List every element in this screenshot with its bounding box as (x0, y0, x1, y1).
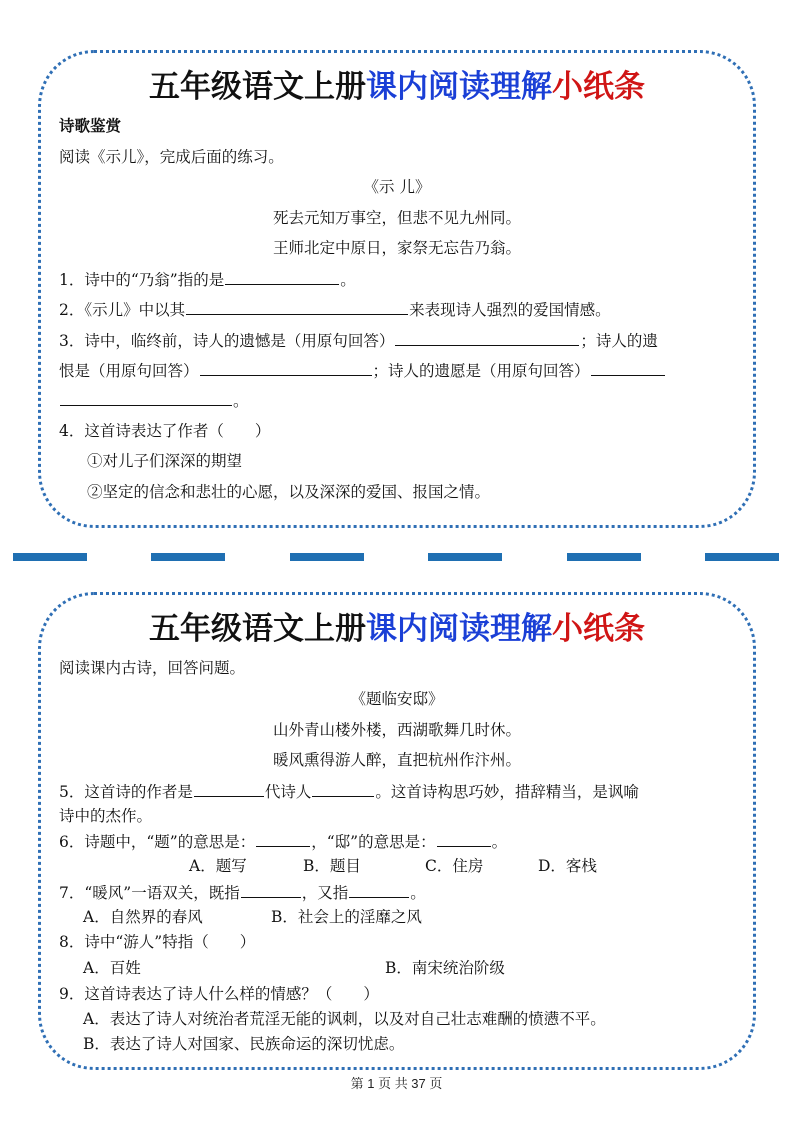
question-9: 9．这首诗表达了诗人什么样的情感？（ ） (59, 985, 379, 1003)
q8-option-a: A．百姓 (83, 959, 141, 977)
question-3-cont: 恨是（用原句回答） ；诗人的遗愿是（用原句回答） (59, 360, 666, 381)
answer-blank[interactable] (194, 781, 264, 797)
question-8: 8．诗中“游人”特指（ ） (59, 933, 256, 951)
question-1: 1．诗中的“乃翁”指的是 。 (59, 271, 356, 289)
poem-title: 《题临安邸》 (350, 690, 444, 708)
title-part2: 课内阅读理解 (366, 611, 552, 647)
title-part1: 五年级语文上册 (149, 69, 366, 105)
answer-blank[interactable] (60, 390, 232, 406)
question-4: 4．这首诗表达了作者（ ） (59, 422, 271, 440)
answer-blank[interactable] (591, 360, 665, 376)
answer-blank[interactable] (225, 269, 339, 285)
card-title (41, 609, 753, 649)
option: ①对儿子们深深的期望 (87, 452, 243, 470)
q6-option-d: D．客栈 (538, 857, 597, 875)
question-5: 5．这首诗的作者是 代诗人 。这首诗构思巧妙，措辞精当，是讽喻 (59, 783, 639, 801)
question-6: 6．诗题中，“题”的意思是： ，“邸”的意思是： 。 (59, 833, 508, 851)
q9-option-a: A．表达了诗人对统治者荒淫无能的讽刺，以及对自己壮志难酬的愤懑不平。 (83, 1010, 606, 1028)
q6-option-b: B．题目 (303, 857, 361, 875)
question-3-end: 。 (59, 390, 249, 411)
answer-blank[interactable] (241, 882, 301, 898)
poem-line: 王师北定中原日，家祭无忘告乃翁。 (272, 239, 521, 257)
divider-dash (428, 553, 502, 561)
answer-blank[interactable] (200, 360, 372, 376)
answer-blank[interactable] (349, 882, 409, 898)
q9-option-b: B．表达了诗人对国家、民族命运的深切忧虑。 (83, 1035, 405, 1053)
answer-blank[interactable] (256, 831, 310, 847)
answer-blank[interactable] (312, 781, 374, 797)
dashed-divider (0, 553, 793, 561)
question-3: 3．诗中，临终前，诗人的遗憾是（用原句回答） ；诗人的遗 (59, 332, 658, 350)
q7-option-a: A．自然界的春风 (83, 908, 203, 926)
option: ②坚定的信念和悲壮的心愿，以及深深的爱国、报国之情。 (87, 483, 491, 501)
instruction: 阅读课内古诗，回答问题。 (59, 659, 246, 677)
section-heading: 诗歌鉴赏 (59, 116, 122, 135)
answer-blank[interactable] (437, 831, 491, 847)
q6-option-c: C．住房 (425, 857, 484, 875)
q8-option-b: B．南宋统治阶级 (385, 959, 505, 977)
question-7: 7．“暖风”一语双关，既指 ，又指 。 (59, 884, 426, 902)
instruction: 阅读《示儿》，完成后面的练习。 (59, 148, 284, 166)
poem-line: 山外青山楼外楼，西湖歌舞几时休。 (272, 721, 521, 739)
page-number: 第 1 页 共 37 页 (350, 1076, 443, 1091)
title-part1: 五年级语文上册 (149, 611, 366, 647)
divider-dash (13, 553, 87, 561)
question-2: 2．《示儿》中以其 来表现诗人强烈的爱国情感。 (59, 301, 611, 319)
q6-option-a: A．题写 (189, 857, 247, 875)
poem-title: 《示 儿》 (363, 178, 431, 196)
divider-dash (151, 553, 225, 561)
card-shi-er (38, 50, 756, 528)
title-part3: 小纸条 (552, 611, 645, 647)
title-part3: 小纸条 (552, 69, 645, 105)
card-title (41, 67, 753, 107)
answer-blank[interactable] (186, 299, 408, 315)
poem-line: 暖风熏得游人醉，直把杭州作汴州。 (272, 751, 521, 769)
title-part2: 课内阅读理解 (366, 69, 552, 105)
divider-dash (290, 553, 364, 561)
answer-blank[interactable] (395, 330, 579, 346)
card-ti-lin-an-di (38, 592, 756, 1070)
divider-dash (567, 553, 641, 561)
question-5-cont: 诗中的杰作。 (59, 807, 153, 825)
q7-option-b: B．社会上的淫靡之风 (271, 908, 422, 926)
poem-line: 死去元知万事空，但悲不见九州同。 (272, 209, 521, 227)
divider-dash (705, 553, 779, 561)
